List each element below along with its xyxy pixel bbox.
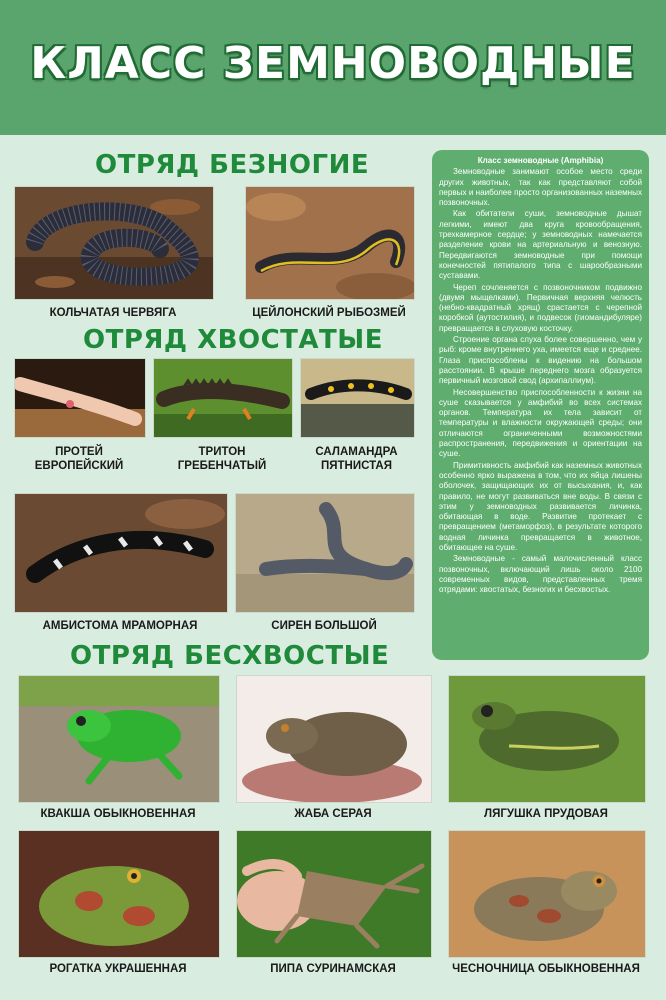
caption-ceylon-caecilian: ЦЕЙЛОНСКИЙ РЫБОЗМЕЙ: [252, 307, 406, 319]
photo-common-toad: [236, 675, 432, 803]
info-paragraph: Примитивность амфибий как наземных животных особенно ярко выражена в том, что их яйца лишены оболочек, защищающих их от высыхания, и, как правило, не могут развиваться вне воды. В связи с этим у земноводных развивается личинка, обитающая в воде. Развитие протекает с превращением (метаморфоз), в результате которого водная личинка превращается в животное, обитающее на суше.: [439, 460, 642, 552]
section-title-apoda: ОТРЯД БЕЗНОГИЕ: [95, 150, 370, 180]
caption-marbled-salamander: АМБИСТОМА МРАМОРНАЯ: [42, 620, 198, 632]
photo-spadefoot: [448, 830, 646, 958]
photo-pool-frog: [448, 675, 646, 803]
photo-tree-frog: [18, 675, 220, 803]
caption-surinam-toad: ПИПА СУРИНАМСКАЯ: [270, 963, 396, 975]
photo-fire-salamander: [300, 358, 415, 438]
caption-crested-newt: ТРИТОН ГРЕБЕНЧАТЫЙ: [177, 446, 267, 472]
info-paragraph: Череп сочленяется с позвоночником подвижно (двумя мыщелками). Первичная верхняя челюсть (небно-квадратный хрящ) срастается с черепной коробкой (аутостилия), и подвесок (гиомандибуляре) превращается в слуховую косточку.: [439, 282, 642, 333]
photo-greater-siren: [235, 493, 415, 613]
info-paragraph: Строение органа слуха более совершенно, чем у рыб: кроме внутреннего уха, имеется еще и среднее. Глаза приспособлены к видению на большом расстоянии. В крыше переднего мозга образуется первичный мозговой свод (архипаллиум).: [439, 335, 642, 386]
caption-horned-frog: РОГАТКА УКРАШЕННАЯ: [49, 963, 187, 975]
page-title: КЛАСС ЗЕМНОВОДНЫЕ: [30, 38, 636, 89]
info-panel: [432, 150, 649, 660]
info-heading: Класс земноводные (Amphibia): [477, 156, 604, 165]
section-title-caudata: ОТРЯД ХВОСТАТЫЕ: [83, 325, 383, 355]
info-paragraph: Несовершенство приспособленности к жизни на суше сказывается у амфибий во всех системах органов. Температура их тела зависит от температуры и влажности окружающей среды; они отличаются ограниченными возможностями распространения, передвижения и ориентации на суше.: [439, 387, 642, 459]
caption-pool-frog: ЛЯГУШКА ПРУДОВАЯ: [484, 808, 608, 820]
caption-tree-frog: КВАКША ОБЫКНОВЕННАЯ: [40, 808, 196, 820]
photo-surinam-toad: [236, 830, 432, 958]
caption-fire-salamander: САЛАМАНДРА ПЯТНИСТАЯ: [315, 446, 398, 472]
info-paragraph: Как обитатели суши, земноводные дышат легкими, имеют два круга кровообращения, трехкамерное сердце; у земноводных намечается разделение крови на артериальную и венозную. Передвигаются земноводные при помощи конечностей пятипалого типа с шарообразными суставами.: [439, 209, 642, 281]
section-title-anura: ОТРЯД БЕСХВОСТЫЕ: [70, 641, 390, 671]
photo-olm: [14, 358, 146, 438]
info-paragraph: Земноводные - самый малочисленный класс позвоночных, включающий лишь около 2100 современных видов, представленных тремя отрядами: хвостатых, безногих и бесхвостых.: [439, 554, 642, 595]
photo-marbled-salamander: [14, 493, 228, 613]
photo-horned-frog: [18, 830, 220, 958]
caption-ringed-caecilian: КОЛЬЧАТАЯ ЧЕРВЯГА: [49, 307, 177, 319]
info-paragraph: Земноводные занимают особое место среди других животных, так как представляют собой первых и наиболее просто организованных наземных позвоночных.: [439, 167, 642, 208]
caption-olm: ПРОТЕЙ ЕВРОПЕЙСКИЙ: [34, 446, 124, 472]
caption-greater-siren: СИРЕН БОЛЬШОЙ: [271, 620, 377, 632]
photo-ceylon-caecilian: [245, 186, 415, 300]
caption-spadefoot: ЧЕСНОЧНИЦА ОБЫКНОВЕННАЯ: [452, 963, 640, 975]
caption-common-toad: ЖАБА СЕРАЯ: [294, 808, 372, 820]
photo-crested-newt: [153, 358, 293, 438]
photo-ringed-caecilian: [14, 186, 214, 300]
